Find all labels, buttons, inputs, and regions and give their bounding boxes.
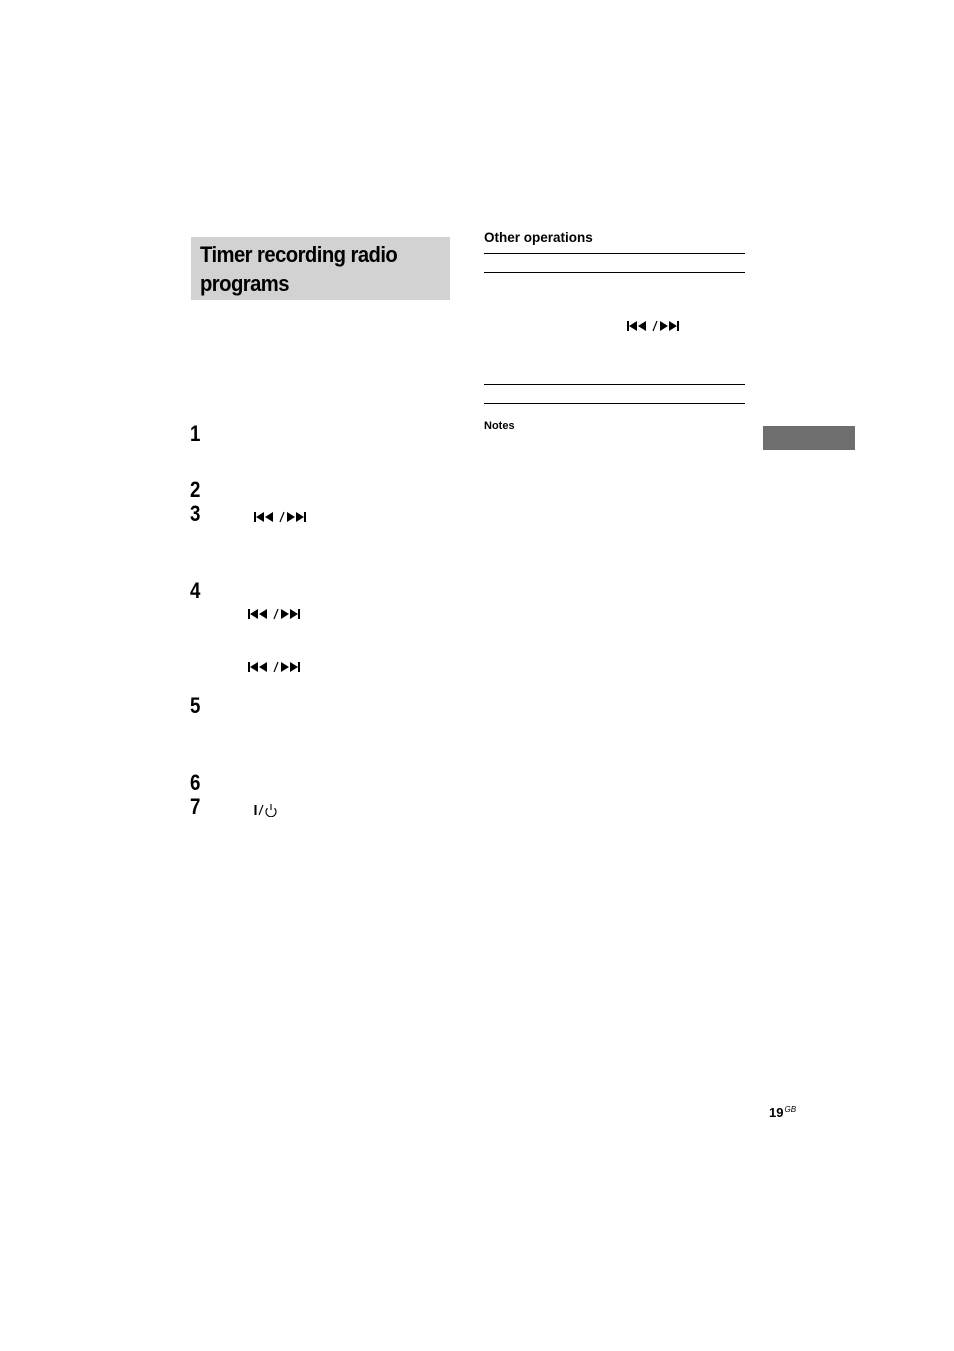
table-row-rule (484, 384, 745, 385)
step-number-2: 2 (190, 477, 201, 502)
section-title-box (191, 237, 450, 300)
table-bottom-rule (484, 403, 745, 404)
step-number-5: 5 (190, 693, 201, 718)
page-number-suffix: GB (784, 1105, 797, 1114)
skip-prev-next-icon (627, 320, 685, 332)
step-number-7: 7 (190, 794, 201, 819)
notes-heading: Notes (484, 420, 515, 432)
step-number-6: 6 (190, 770, 201, 795)
page-number (769, 1102, 796, 1121)
power-standby-icon (254, 803, 278, 817)
table-top-rule (484, 253, 745, 254)
other-operations-heading: Other operations (484, 230, 593, 245)
section-index-tab (763, 426, 855, 450)
step-number-3: 3 (190, 501, 201, 526)
section-title-line-1: Timer recording radio (200, 242, 398, 267)
page-number-value: 19 (769, 1105, 784, 1120)
step-number-4: 4 (190, 578, 201, 603)
skip-prev-next-icon (248, 661, 306, 673)
step-number-1: 1 (190, 421, 201, 446)
skip-prev-next-icon (248, 608, 306, 620)
skip-prev-next-icon (254, 511, 312, 523)
table-header-rule (484, 272, 745, 273)
section-title-line-2: programs (200, 271, 289, 296)
